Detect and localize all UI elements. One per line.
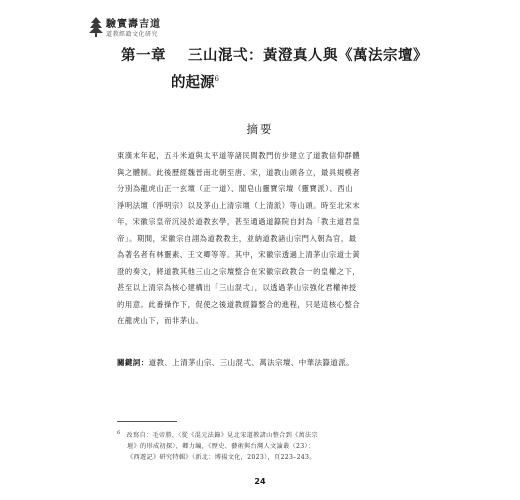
abstract-line: 分別為龍虎山正一玄壇（正一道）、閣皂山靈寶宗壇（靈寶派）、西山	[117, 184, 353, 193]
abstract-line: 澄的奏文，將道教其他三山之宗壇整合在宋徽宗政教合一的皇權之下，	[117, 266, 361, 276]
keywords-text: 道教、上清茅山宗、三山混弌、萬法宗壇、中華法籙道派。	[148, 358, 355, 367]
abstract-line: 東漢末年起，五斗米道與太平道等諸民間教門仿步建立了道教信仰群體	[117, 151, 361, 160]
abstract-line: 的用意。此番操作下，促使之後道教經籙整合的進程，只是這核心整合	[117, 299, 361, 309]
footnote-line: 《西遊記》研究特輯》（新北：博揚文化，2023），頁223–243。	[127, 454, 316, 462]
chapter-number: 第一章	[121, 47, 166, 64]
abstract-line: 甚至以上清宗為核心建構出「三山混弌」，以透過茅山宗強化君權神授	[117, 283, 357, 292]
abstract-line: 與之體制。此後歷經魏晉南北朝至唐、宋，道教山頭各立，最具規模者	[117, 167, 361, 177]
footnote-reference[interactable]: 6	[214, 75, 219, 84]
keywords-label: 關鍵詞：	[117, 358, 149, 367]
abstract-line: 在龍虎山下，而非茅山。	[117, 316, 204, 325]
chapter-title-line1: 三山混弌：黃澄真人與《萬法宗壇》	[188, 47, 428, 64]
abstract-line: 帝」。期間，宋徽宗自詡為道教教主，並納道教諸山宗門入朝為官，最	[117, 233, 357, 243]
keywords	[117, 357, 354, 368]
abstract-body	[117, 148, 409, 330]
pine-tree-icon	[88, 16, 104, 38]
footnote-line: 改寫自：毛帝勝，〈從《混元法籙》見北宋道教諸山整合到《萬法宗	[126, 432, 319, 440]
abstract-line: 為著名者有林靈素、王文卿等等。其中，宋徽宗透過上清茅山宗道士黃	[117, 250, 361, 259]
footnote-mark: 6	[117, 430, 121, 436]
abstract-line: 年，宋徽宗皇帝沉浸於道教玄學，甚至通過道籙院自封為「教主道君皇	[117, 217, 361, 226]
footnote-line: 壇》的形成初探〉，卿力編，《歷史、藝術與台灣人文論叢（23）：	[127, 443, 315, 451]
chapter-title	[121, 44, 441, 92]
footnote-divider	[117, 421, 177, 422]
page-number: 24	[254, 477, 266, 486]
header-logo	[88, 14, 178, 42]
footnote	[117, 428, 409, 463]
logo-subtitle: 道教經籍文化研究	[106, 31, 159, 38]
abstract-line: 淨明法壇（淨明宗）以及茅山上清宗壇（上清派）等山頭。時至北宋末	[117, 200, 361, 210]
abstract-heading: 摘要	[246, 122, 274, 136]
logo-title: 驗實壽吉道	[106, 19, 161, 30]
chapter-title-line2: 的起源	[171, 74, 215, 91]
